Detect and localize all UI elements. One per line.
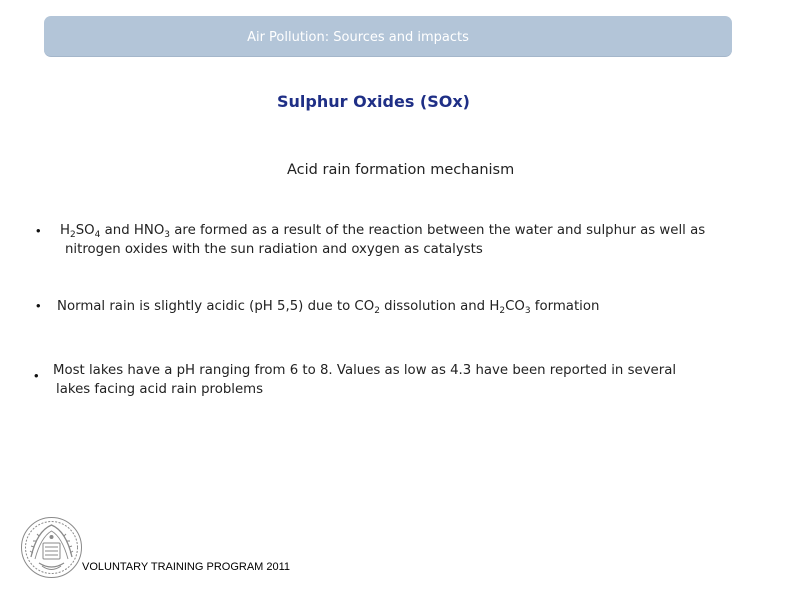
- bullet-text-normal-rain: Normal rain is slightly acidic (pH 5,5) due to $CO_2$ dissolution and $H_2CO_3$ formation: [57, 299, 600, 316]
- emblem-seal-icon: [17, 513, 86, 582]
- slide-title: Sulphur Oxides (SOx): [277, 92, 470, 111]
- bullet-marker: •: [34, 368, 39, 383]
- slide-subtitle: Acid rain formation mechanism: [287, 162, 515, 178]
- banner-title: Air Pollution: Sources and impacts: [247, 30, 469, 45]
- bullet-text-lakes: Most lakes have a pH ranging from 6 to 8. Values as low as 4.3 have been reported in several lakes facing acid rain problems: [53, 361, 753, 399]
- bullet-marker: •: [36, 223, 41, 238]
- footer-program-label: VOLUNTARY TRAINING PROGRAM 2011: [82, 561, 291, 573]
- bullet-marker: •: [36, 298, 41, 313]
- bullet-text-formation-line2: nitrogen oxides with the sun radiation and oxygen as catalysts: [65, 242, 483, 257]
- header-banner: [44, 16, 732, 57]
- bullet-text-lakes-line2: lakes facing acid rain problems: [56, 382, 264, 397]
- bullet-text-formation: $H_2SO_4$ and $HNO_3$ are formed as a result of the reaction between the water and sulphur as well as nitrogen oxides with the sun radiation and oxygen as catalysts: [60, 221, 760, 259]
